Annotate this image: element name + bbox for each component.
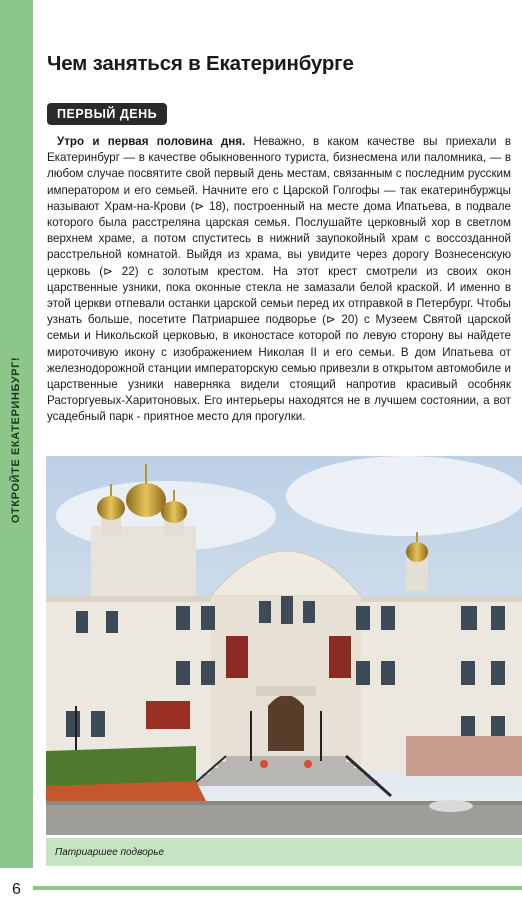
paragraph-text: Неважно, в каком качестве вы приехали в Екатеринбург — в качестве обыкновенного туриста, бизнесмена или паломника, — в любом случае посвятите свой первый день местам, связанным с последним русским императором и его семьей. Начните его с Царской Голгофы — так екатеринбуржцы называют Храм-на-Крови (⊳ 18), построенный на месте дома Ипатьева, в подвале которого была расстреляна царская семья. Послушайте церковный хор в светлом верхнем храме, а потом спуститесь в нижний заупокойный храм с воссозданной расстрельной комнатой. Выйдя из храма, вы увидите через дорогу Вознесенскую церковь (⊳ 22) с золотым крестом. На этот крест смотрели из своих окон царственные узники, пока оконные стекла не замазали белой краской. И именно в этой церкви отпевали останки царской семьи перед их отправкой в Петербург. Чтобы узнать больше, посетите Патриаршее подворье (⊳ 20) с Музеем Святой царской семьи и Никольской церковью, в иконостасе которой по левую сторону вы найдете мироточивую икону с изображением Николая II и его семьи. В дом Ипатьева от железнодорожной станции императорскую семью привезли в открытом автомобиле и царственные узники наверняка видели стоящий напротив красивый особняк Расторгуевых-Харитоновых. Его интерьеры находятся не в лучшем состоянии, а вот усадебный парк - приятное место для прогулки.: [47, 135, 511, 424]
body-paragraph: [47, 134, 511, 426]
lead-text: Утро и первая половина дня.: [57, 135, 246, 148]
page-number: 6: [12, 881, 21, 898]
church-photo: [46, 456, 522, 835]
section-badge: ПЕРВЫЙ ДЕНЬ: [47, 103, 167, 125]
bottom-divider: [33, 886, 522, 890]
sidebar-title: ОТКРОЙТЕ ЕКАТЕРИНБУРГ!: [10, 356, 22, 524]
page-title: Чем заняться в Екатеринбурге: [47, 52, 354, 75]
caption-bar: [46, 838, 522, 866]
sidebar-band: [0, 0, 33, 868]
photo-caption: Патриаршее подворье: [55, 846, 165, 858]
